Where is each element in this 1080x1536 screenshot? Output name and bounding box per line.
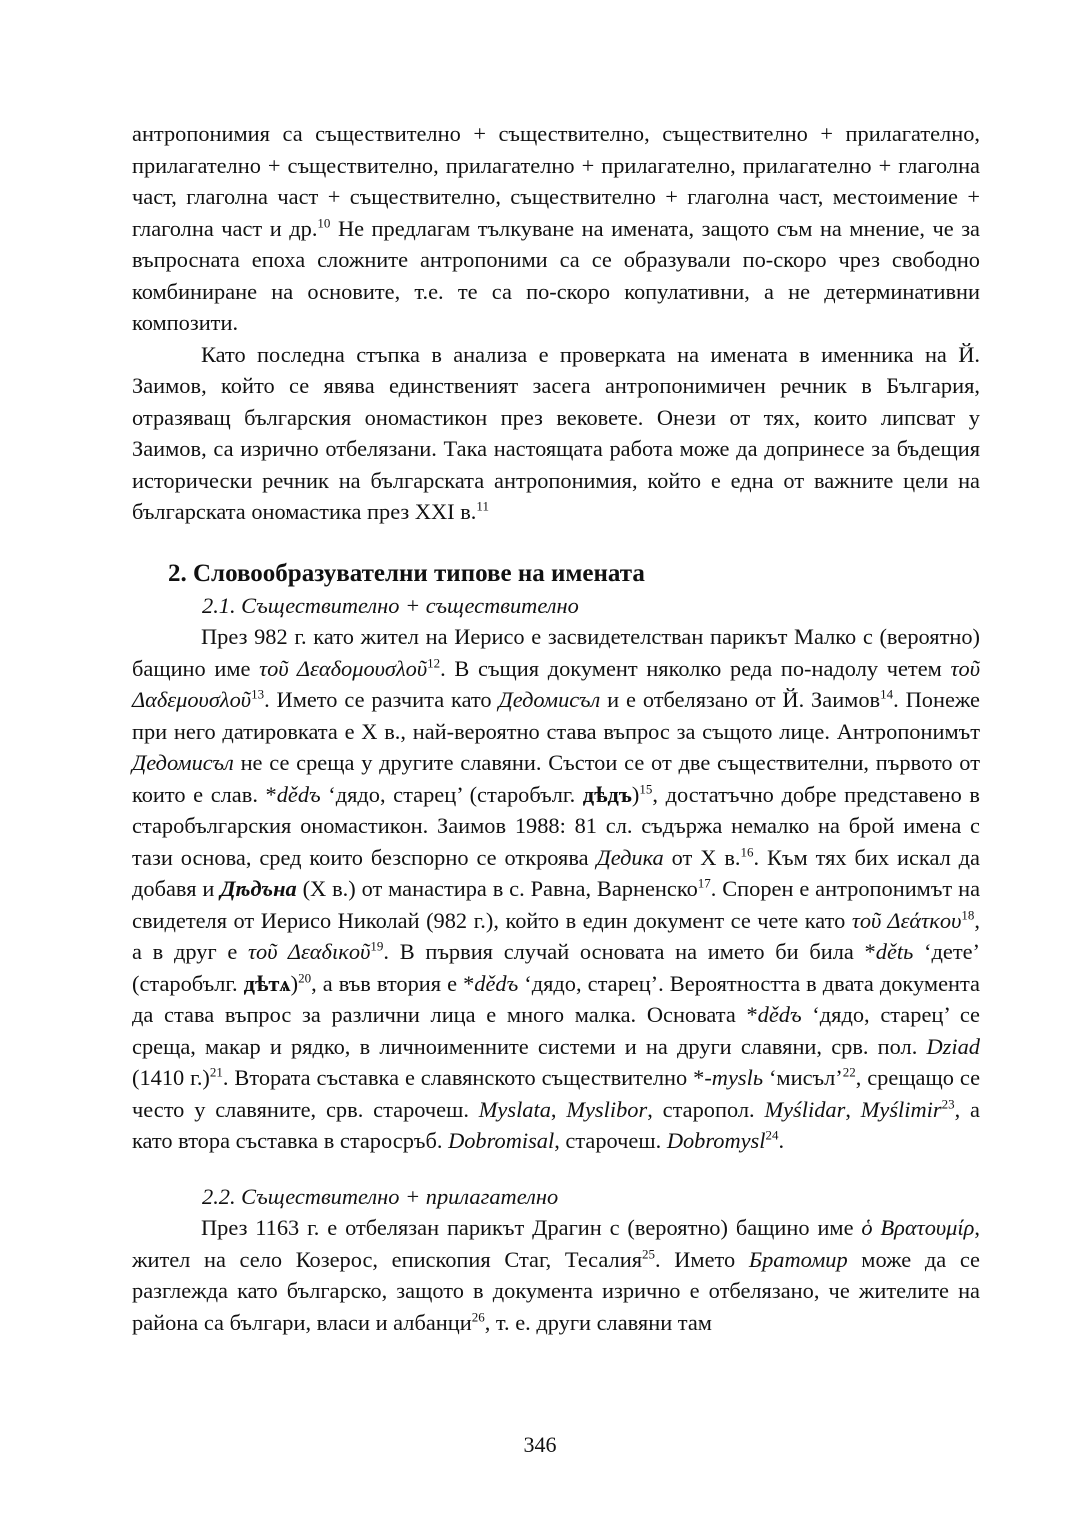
text-run: (X в.) от манастира в с. Равна, Варненско — [296, 876, 698, 901]
footnote-ref: 17 — [697, 875, 711, 891]
text-run: от X в. — [663, 844, 741, 870]
text-run: , старочеш. — [554, 1128, 667, 1153]
text-run: . Името — [655, 1246, 749, 1272]
paragraph — [132, 118, 980, 339]
text-run: . Името се разчита като — [264, 687, 499, 712]
text-run: Като последна стъпка в анализа е проверката на имената в именника на Й. Заимов, който се явява единственият засега антропонимичен речник в България, отразяващ българския ономастикон през вековете. Онези от тях, които липсват у Заимов, са изрично отбелязани. Така настоящата работа може да допринесе за бъдещия исторически речник на българската антропонимия, който е една от важните цели на българската ономастика през XXI в. — [132, 341, 980, 524]
text-run: ‘дядо, старец’. Вероятността в двата документа да става въпрос за различни лица е много малка. Основата * — [132, 970, 980, 1027]
text-run: , старопол. — [647, 1096, 765, 1122]
italic-term: Дедомисъл — [132, 750, 234, 775]
footnote-ref: 22 — [842, 1064, 856, 1080]
footnote-ref: 13 — [251, 686, 265, 702]
italic-term: dědъ — [474, 970, 519, 996]
text-run: . В първия случай основата на името би била * — [383, 939, 876, 964]
italic-term: dědъ — [276, 781, 321, 807]
italic-term: Myślimir — [860, 1096, 942, 1122]
paragraph — [132, 621, 980, 1157]
footnote-ref: 18 — [961, 907, 975, 923]
text-run: , — [845, 1096, 861, 1122]
text-run: ‘мисъл’ — [763, 1065, 843, 1090]
paragraph — [132, 1212, 980, 1338]
text-run: антропонимия са съществително + съществително, съществително + прилагателно, прилагателно + съществително, прилагателно + прилагателно, прилагателно + глаголна част, глаголна част + съществително, съществително + глаголна част, местоимение + глаголна част и др. — [132, 121, 980, 241]
italic-term: τοῦ Δεαδικοῦ — [248, 939, 371, 964]
italic-term: τοῦ Δεάτκου — [851, 907, 962, 933]
footnote-ref: 25 — [642, 1246, 655, 1262]
text-run: ) — [631, 781, 640, 807]
italic-term: Dobromysl — [666, 1128, 766, 1153]
footnote-ref: 24 — [765, 1127, 779, 1143]
subsection-heading: 2.2. Съществително + прилагателно — [202, 1183, 559, 1209]
footnote-ref: 14 — [880, 686, 894, 702]
text-run: . Втората съставка е славянското съществително *- — [222, 1065, 712, 1090]
text-run: . В същия документ няколко реда по-надолу четем — [440, 655, 951, 681]
bold-term: дѣтѧ — [243, 970, 291, 996]
text-run: не се среща у другите славяни. Състои се от две съществителни, първото от които е слав. * — [132, 750, 980, 807]
bold-term: дѣдъ — [582, 781, 632, 807]
text-run: , жител на село Козерос, епископия Стаг, Тесалия — [132, 1215, 980, 1272]
text-run: , достатъчно добре представено в старобългарския ономастикон. Заимов 1988: 81 сл. съдържа немалко на брой имена с тази основа, сред които безспорно се откроява — [132, 781, 980, 870]
spacer — [132, 1157, 980, 1181]
text-run: ‘дядо, старец’ се среща, макар и рядко, в личноименните системи и на други славяни, срв. пол. — [132, 1002, 980, 1059]
page-number: 346 — [523, 1432, 557, 1457]
italic-term: dědъ — [757, 1002, 802, 1027]
italic-term: ὁ Βρατουμίρ — [861, 1215, 975, 1240]
italic-term: Myślidar — [764, 1096, 846, 1122]
page-body — [132, 118, 980, 1338]
italic-term: Myslata — [478, 1096, 551, 1122]
text-run: може да се разглежда като българско, защото в документа изрично е отбелязано, че жителите на района са българи, власи и албанци — [132, 1246, 980, 1335]
text-run: , а като втора съставка в старосръб. — [132, 1096, 980, 1153]
text-run: и е отбелязано от Й. Заимов — [600, 687, 881, 712]
footnote-ref: 12 — [427, 655, 441, 671]
italic-term: Dziad — [926, 1033, 980, 1059]
subsection-heading: 2.1. Съществително + съществително — [202, 592, 579, 618]
footnote-ref: 26 — [471, 1309, 485, 1325]
section-heading: 2. Словообразувателни типове на имената — [168, 559, 645, 587]
italic-term: myslь — [711, 1065, 764, 1090]
italic-term: dětь — [875, 939, 914, 964]
text-run: , а във втория е * — [311, 970, 475, 996]
text-run: , а в друг е — [132, 907, 980, 964]
italic-term: τοῦ Δεαδομουσλοῦ — [259, 655, 428, 681]
text-run: . Към тях бих искал да добавя и — [132, 844, 980, 901]
footnote-ref: 19 — [370, 938, 384, 954]
text-run: , срещащо се често у славяните, срв. старочеш. — [132, 1065, 981, 1122]
footnote-ref: 10 — [317, 215, 331, 231]
italic-term: Myslibor — [566, 1096, 648, 1122]
italic-term: Братомир — [748, 1246, 848, 1272]
text-run: ‘дядо, старец’ (старобълг. — [320, 781, 583, 807]
footnote-ref: 11 — [476, 498, 489, 514]
footnote-ref: 20 — [298, 970, 312, 986]
footnote-ref: 23 — [941, 1096, 955, 1112]
text-run: (1410 г.) — [132, 1065, 210, 1090]
italic-term: τοῦ Δαδεμουσλοῦ — [132, 655, 980, 712]
italic-term: Dobromisal — [448, 1128, 555, 1153]
text-run: През 1163 г. е отбелязан парикът Драгин с (вероятно) бащино име — [201, 1215, 862, 1240]
text-run: . Понеже при него датировката е X в., най-вероятно става въпрос за същото лице. Антропонимът — [132, 687, 980, 744]
text-run: , т. е. други славяни там — [484, 1309, 712, 1335]
paragraph — [132, 339, 980, 528]
text-run: ) — [290, 970, 299, 996]
bold-italic-term: Дѣдъна — [220, 876, 297, 901]
text-run: , — [550, 1096, 567, 1122]
text-run: През 982 г. като жител на Иерисо е засвидетелстван парикът Малко с (вероятно) бащино име — [132, 624, 980, 681]
footnote-ref: 15 — [639, 781, 653, 797]
text-run: ‘дете’ (старобълг. — [132, 939, 980, 996]
text-run: Не предлагам тълкуване на имената, защото съм на мнение, че за въпросната епоха сложните антропоними са се образували по-скоро чрез свободно комбиниране на основите, т.е. те са по-скоро копулативни, а не детерминативни композити. — [132, 215, 980, 335]
footnote-ref: 21 — [209, 1064, 223, 1080]
italic-term: Дедика — [596, 844, 664, 870]
footnote-ref: 16 — [740, 844, 754, 860]
italic-term: Дедомисъл — [498, 687, 601, 712]
text-run: . Спорен е антропонимът на свидетеля от Иерисо Николай (982 г.), който в един документ се чете като — [132, 876, 981, 933]
text-run: . — [778, 1128, 785, 1153]
